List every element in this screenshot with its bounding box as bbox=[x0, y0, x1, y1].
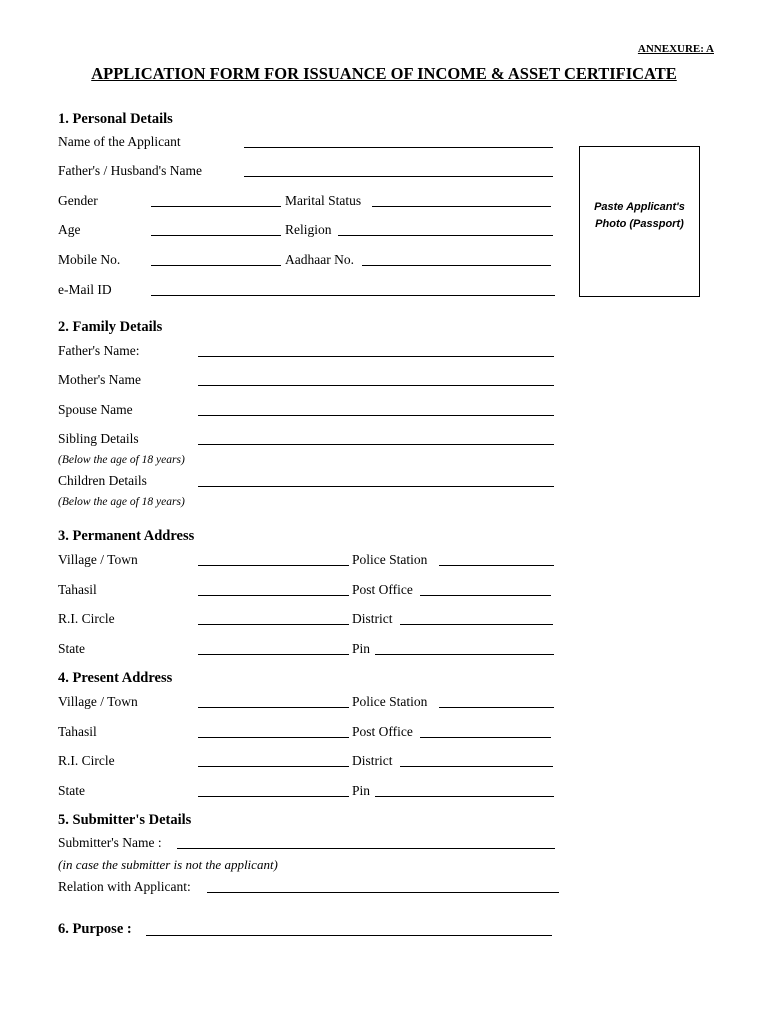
pres-ri-circle-label: R.I. Circle bbox=[58, 753, 115, 768]
submitter-name-label: Submitter's Name : bbox=[58, 835, 162, 850]
permanent-address-heading: 3. Permanent Address bbox=[58, 528, 195, 544]
applicant-name-field[interactable] bbox=[244, 147, 553, 148]
marital-status-field[interactable] bbox=[372, 206, 551, 207]
perm-state-label: State bbox=[58, 641, 85, 656]
perm-district-field[interactable] bbox=[400, 624, 553, 625]
mobile-field[interactable] bbox=[151, 265, 281, 266]
pres-district-field[interactable] bbox=[400, 766, 553, 767]
gender-field[interactable] bbox=[151, 206, 281, 207]
relation-label: Relation with Applicant: bbox=[58, 879, 191, 894]
perm-district-label: District bbox=[352, 611, 393, 626]
perm-state-field[interactable] bbox=[198, 654, 349, 655]
father-name-field[interactable] bbox=[198, 356, 554, 357]
pres-district-label: District bbox=[352, 753, 393, 768]
father-husband-name-field[interactable] bbox=[244, 176, 553, 177]
aadhaar-field[interactable] bbox=[362, 265, 551, 266]
pres-ri-circle-field[interactable] bbox=[198, 766, 349, 767]
pres-village-field[interactable] bbox=[198, 707, 349, 708]
email-field[interactable] bbox=[151, 295, 555, 296]
pres-pin-field[interactable] bbox=[375, 796, 554, 797]
spouse-name-field[interactable] bbox=[198, 415, 554, 416]
pres-police-station-field[interactable] bbox=[439, 707, 554, 708]
perm-pin-field[interactable] bbox=[375, 654, 554, 655]
age-field[interactable] bbox=[151, 235, 281, 236]
pres-pin-label: Pin bbox=[352, 783, 371, 798]
perm-village-label: Village / Town bbox=[58, 552, 138, 567]
children-age-note: (Below the age of 18 years) bbox=[58, 496, 185, 508]
father-husband-name-label: Father's / Husband's Name bbox=[58, 163, 202, 178]
gender-label: Gender bbox=[58, 193, 98, 208]
spouse-name-label: Spouse Name bbox=[58, 402, 133, 417]
personal-details-heading: 1. Personal Details bbox=[58, 111, 173, 127]
photo-box bbox=[579, 146, 700, 297]
perm-village-field[interactable] bbox=[198, 565, 349, 566]
aadhaar-label: Aadhaar No. bbox=[285, 252, 354, 267]
pres-state-field[interactable] bbox=[198, 796, 349, 797]
perm-post-office-label: Post Office bbox=[352, 582, 413, 597]
perm-police-station-field[interactable] bbox=[439, 565, 554, 566]
applicant-name-label: Name of the Applicant bbox=[58, 134, 181, 149]
perm-police-station-label: Police Station bbox=[352, 552, 428, 567]
photo-box-line2: Photo (Passport) bbox=[595, 218, 684, 230]
purpose-label: 6. Purpose : bbox=[58, 921, 132, 937]
perm-ri-circle-field[interactable] bbox=[198, 624, 349, 625]
children-details-field[interactable] bbox=[198, 486, 554, 487]
email-label: e-Mail ID bbox=[58, 282, 112, 297]
pres-post-office-field[interactable] bbox=[420, 737, 551, 738]
religion-label: Religion bbox=[285, 222, 332, 237]
children-details-label: Children Details bbox=[58, 473, 147, 488]
pres-tahasil-field[interactable] bbox=[198, 737, 349, 738]
perm-pin-label: Pin bbox=[352, 641, 371, 656]
submitter-details-heading: 5. Submitter's Details bbox=[58, 812, 192, 828]
photo-box-line1: Paste Applicant's bbox=[594, 201, 685, 213]
purpose-field[interactable] bbox=[146, 935, 552, 936]
mother-name-field[interactable] bbox=[198, 385, 554, 386]
annexure-label: ANNEXURE: A bbox=[637, 43, 714, 55]
religion-field[interactable] bbox=[338, 235, 553, 236]
present-address-heading: 4. Present Address bbox=[58, 670, 173, 686]
family-details-heading: 2. Family Details bbox=[58, 319, 163, 335]
submitter-name-field[interactable] bbox=[177, 848, 555, 849]
relation-field[interactable] bbox=[207, 892, 559, 893]
marital-status-label: Marital Status bbox=[285, 193, 362, 208]
sibling-details-field[interactable] bbox=[198, 444, 554, 445]
pres-state-label: State bbox=[58, 783, 85, 798]
perm-post-office-field[interactable] bbox=[420, 595, 551, 596]
sibling-age-note: (Below the age of 18 years) bbox=[58, 454, 185, 466]
sibling-details-label: Sibling Details bbox=[58, 431, 139, 446]
pres-post-office-label: Post Office bbox=[352, 724, 413, 739]
perm-tahasil-label: Tahasil bbox=[58, 582, 97, 597]
photo-box-text bbox=[594, 199, 685, 233]
mobile-label: Mobile No. bbox=[58, 252, 121, 267]
perm-tahasil-field[interactable] bbox=[198, 595, 349, 596]
pres-tahasil-label: Tahasil bbox=[58, 724, 97, 739]
pres-police-station-label: Police Station bbox=[352, 694, 428, 709]
age-label: Age bbox=[58, 222, 81, 237]
pres-village-label: Village / Town bbox=[58, 694, 138, 709]
mother-name-label: Mother's Name bbox=[58, 372, 142, 387]
perm-ri-circle-label: R.I. Circle bbox=[58, 611, 115, 626]
form-title: APPLICATION FORM FOR ISSUANCE OF INCOME & ASSET CERTIFICATE bbox=[91, 64, 677, 83]
father-name-label: Father's Name: bbox=[58, 343, 140, 358]
submitter-note: (in case the submitter is not the applicant) bbox=[58, 857, 278, 872]
